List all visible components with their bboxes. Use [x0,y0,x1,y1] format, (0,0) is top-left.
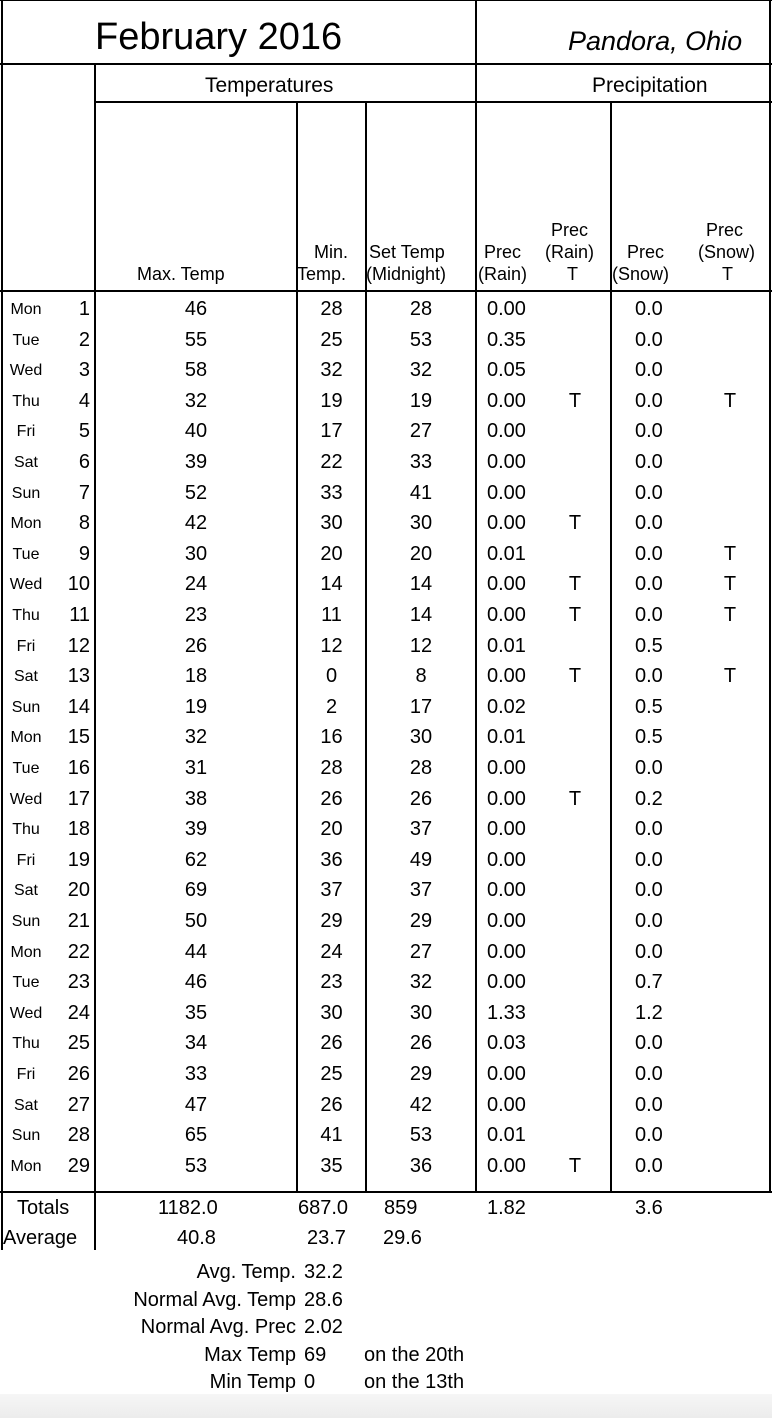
header-prec-snow-t-line1: Prec [706,220,744,240]
header-prec-rain-t-line2: (Rain) [545,242,595,262]
row-16-max-temp: 31 [184,757,208,779]
totals-max: 1182.0 [158,1197,218,1219]
row-6-day: 6 [78,451,90,473]
row-11-prec-snow-trace: T [723,604,737,626]
row-6-min-temp: 22 [320,451,343,473]
row-19-set-temp: 49 [409,848,433,871]
row-27-set-temp: 42 [409,1093,433,1116]
row-5-day: 5 [78,420,90,443]
average-max: 40.8 [177,1227,216,1249]
row-13-set-temp: 8 [415,665,427,688]
row-15-max-temp: 32 [184,726,208,749]
row-20-min-temp: 37 [320,879,343,902]
row-8-prec-rain: 0.00 [487,512,526,535]
row-12-prec-rain: 0.01 [487,634,526,657]
row-28-max-temp: 65 [184,1124,208,1147]
row-15-min-temp: 16 [320,726,343,749]
header-prec-snow-line2: (Snow) [612,264,670,284]
row-29-day: 29 [67,1154,90,1177]
row-5-set-temp: 27 [409,420,433,443]
row-9-set-temp: 20 [409,542,433,565]
row-2-min-temp: 25 [320,328,343,351]
row-13-min-temp: 0 [325,665,338,688]
row-10-prec-snow: 0.0 [635,573,663,596]
row-23-max-temp: 46 [184,971,208,994]
row-24-set-temp: 30 [409,1001,433,1024]
row-14-prec-snow: 0.5 [635,695,663,718]
row-19-prec-rain: 0.00 [487,848,526,871]
row-29-set-temp: 36 [409,1154,433,1177]
row-19-min-temp: 36 [320,848,343,871]
row-28-day: 28 [67,1124,90,1147]
row-21-min-temp: 29 [320,910,343,932]
row-24-day: 24 [67,1001,90,1024]
row-26-min-temp: 25 [320,1063,343,1085]
row-19-weekday: Fri [16,851,36,869]
row-23-min-temp: 23 [320,971,343,994]
row-5-min-temp: 17 [320,420,343,443]
row-25-prec-snow: 0.0 [635,1032,663,1055]
row-5-weekday: Fri [16,423,36,441]
row-11-prec-snow: 0.0 [635,604,663,626]
row-18-set-temp: 37 [409,818,433,841]
row-10-max-temp: 24 [184,573,208,596]
row-1-set-temp: 28 [409,298,433,320]
row-2-prec-snow: 0.0 [635,328,663,351]
header-prec-rain-line2: (Rain) [478,264,528,284]
row-22-set-temp: 27 [409,940,433,963]
row-11-day: 11 [69,604,90,626]
row-6-set-temp: 33 [409,451,433,473]
summary-extra: on the 20th [364,1343,465,1366]
row-10-day: 10 [67,573,90,596]
row-13-max-temp: 18 [184,665,208,688]
summary-value: 32.2 [304,1261,343,1283]
row-13-day: 13 [67,665,90,688]
row-24-min-temp: 30 [320,1001,343,1024]
row-5-prec-rain: 0.00 [487,420,526,443]
row-3-max-temp: 58 [184,359,208,382]
row-20-day: 20 [67,879,90,902]
row-15-weekday: Mon [10,729,42,747]
row-3-prec-snow: 0.0 [635,359,663,382]
row-28-prec-snow: 0.0 [635,1124,663,1147]
row-23-prec-rain: 0.00 [487,971,526,994]
row-1-min-temp: 28 [320,298,343,320]
row-15-prec-snow: 0.5 [635,726,663,749]
header-prec-rain-t-line3: T [567,264,578,284]
row-3-prec-rain: 0.05 [487,359,526,382]
row-28-min-temp: 41 [320,1124,343,1147]
row-3-set-temp: 32 [409,359,433,382]
row-20-weekday: Sat [13,882,38,900]
row-1-day: 1 [78,298,90,320]
row-10-min-temp: 14 [320,573,343,596]
row-6-prec-rain: 0.00 [487,451,526,473]
row-15-set-temp: 30 [409,726,433,749]
row-10-prec-snow-trace: T [723,573,737,596]
row-17-prec-rain-trace: T [568,787,582,810]
row-28-weekday: Sun [11,1127,41,1145]
totals-rain: 1.82 [487,1197,526,1219]
totals-label: Totals [17,1197,70,1219]
row-26-max-temp: 33 [184,1063,208,1085]
row-16-prec-snow: 0.0 [635,757,663,779]
row-17-set-temp: 26 [409,787,433,810]
row-19-day: 19 [67,848,90,871]
bottom-edge [0,1394,772,1418]
row-11-prec-rain-trace: T [568,604,582,626]
row-9-prec-snow-trace: T [723,542,737,565]
row-11-weekday: Thu [12,607,40,624]
row-25-set-temp: 26 [409,1032,433,1055]
summary-label: Avg. Temp. [196,1261,296,1283]
row-6-max-temp: 39 [184,451,208,473]
row-23-prec-snow: 0.7 [635,971,663,994]
row-7-weekday: Sun [11,484,41,502]
row-18-prec-rain: 0.00 [487,818,526,841]
section-precipitation: Precipitation [592,74,708,97]
row-14-prec-rain: 0.02 [487,695,526,718]
row-3-day: 3 [78,359,90,382]
row-27-prec-rain: 0.00 [487,1093,526,1116]
row-9-prec-snow: 0.0 [635,542,663,565]
row-29-prec-snow: 0.0 [635,1154,663,1177]
row-25-weekday: Thu [12,1035,40,1053]
row-13-prec-snow-trace: T [723,665,737,688]
header-min-temp-line2: Temp. [297,264,347,284]
row-7-prec-rain: 0.00 [487,481,526,504]
row-24-prec-rain: 1.33 [487,1001,526,1024]
header-min-temp-line1: Min. [314,242,349,262]
row-23-weekday: Tue [12,974,40,992]
row-7-prec-snow: 0.0 [635,481,663,504]
row-8-prec-snow: 0.0 [635,512,663,535]
row-21-weekday: Sun [11,913,41,930]
row-4-day: 4 [78,389,90,412]
row-27-min-temp: 26 [320,1093,343,1116]
row-11-set-temp: 14 [409,604,433,626]
summary-value: 0 [304,1371,316,1393]
row-21-max-temp: 50 [184,910,208,932]
summary-label: Max Temp [204,1343,296,1366]
row-14-max-temp: 19 [184,695,208,718]
row-15-prec-rain: 0.01 [487,726,526,749]
row-16-weekday: Tue [12,760,40,777]
row-12-max-temp: 26 [184,634,208,657]
row-25-prec-rain: 0.03 [487,1032,526,1055]
row-8-prec-rain-trace: T [568,512,582,535]
row-7-min-temp: 33 [320,481,343,504]
header-max-temp: Max. Temp [137,264,225,284]
row-1-max-temp: 46 [184,298,208,320]
row-25-day: 25 [67,1032,90,1055]
row-9-weekday: Tue [12,545,40,563]
row-12-day: 12 [67,634,90,657]
row-19-prec-snow: 0.0 [635,848,663,871]
row-7-day: 7 [78,481,90,504]
section-temperatures: Temperatures [205,74,334,97]
row-4-prec-snow: 0.0 [635,389,663,412]
row-3-min-temp: 32 [320,359,343,382]
row-13-prec-rain-trace: T [568,665,582,688]
row-4-min-temp: 19 [320,389,343,412]
row-9-min-temp: 20 [320,542,343,565]
average-set: 29.6 [383,1227,422,1249]
row-25-min-temp: 26 [320,1032,343,1055]
row-29-min-temp: 35 [320,1154,343,1177]
row-20-max-temp: 69 [184,879,208,902]
row-27-day: 27 [67,1093,90,1116]
average-label: Average [3,1227,78,1249]
report-title: February 2016 [95,16,343,58]
row-22-prec-rain: 0.00 [487,940,526,963]
row-8-set-temp: 30 [409,512,433,535]
row-2-max-temp: 55 [184,328,208,351]
row-11-prec-rain: 0.00 [487,604,526,626]
row-27-weekday: Sat [13,1096,38,1114]
row-24-prec-snow: 1.2 [635,1001,663,1024]
row-29-prec-rain: 0.00 [487,1154,526,1177]
row-4-prec-snow-trace: T [723,389,737,412]
row-29-max-temp: 53 [184,1154,208,1177]
row-13-prec-rain: 0.00 [487,665,526,688]
row-14-min-temp: 2 [325,695,338,718]
row-22-max-temp: 44 [184,940,208,963]
row-9-day: 9 [78,542,90,565]
row-4-prec-rain: 0.00 [487,389,526,412]
header-prec-snow-t-line3: T [722,264,733,284]
row-12-set-temp: 12 [409,634,433,657]
row-12-min-temp: 12 [320,634,343,657]
row-20-prec-snow: 0.0 [635,879,663,902]
row-16-day: 16 [67,757,90,779]
header-prec-rain-t-line1: Prec [551,220,589,240]
row-1-weekday: Mon [10,301,42,318]
summary-value: 2.02 [304,1316,343,1338]
header-prec-snow-t-line2: (Snow) [698,242,756,262]
row-17-weekday: Wed [9,790,43,808]
row-14-day: 14 [67,695,90,718]
row-18-weekday: Thu [12,821,40,839]
row-20-set-temp: 37 [409,879,433,902]
row-10-set-temp: 14 [409,573,433,596]
row-9-max-temp: 30 [184,542,208,565]
row-5-max-temp: 40 [184,420,208,443]
row-26-set-temp: 29 [409,1063,433,1085]
row-12-weekday: Fri [16,637,36,655]
row-21-prec-rain: 0.00 [487,910,526,932]
row-2-set-temp: 53 [409,328,433,351]
row-21-prec-snow: 0.0 [635,910,663,932]
row-16-set-temp: 28 [409,757,433,779]
row-18-prec-snow: 0.0 [635,818,663,841]
row-22-min-temp: 24 [320,940,343,963]
row-18-min-temp: 20 [320,818,343,841]
row-18-max-temp: 39 [184,818,208,841]
totals-set: 859 [384,1197,418,1219]
row-7-max-temp: 52 [184,481,208,504]
row-4-set-temp: 19 [409,389,433,412]
row-2-prec-rain: 0.35 [487,328,526,351]
totals-min: 687.0 [298,1197,349,1219]
row-16-prec-rain: 0.00 [487,757,526,779]
row-18-day: 18 [67,818,90,841]
row-22-day: 22 [67,940,90,963]
row-29-weekday: Mon [10,1157,42,1175]
row-8-day: 8 [78,512,90,535]
row-17-day: 17 [67,787,90,810]
row-10-prec-rain-trace: T [568,573,582,596]
row-2-weekday: Tue [12,331,40,349]
average-min: 23.7 [307,1227,346,1249]
row-14-weekday: Sun [11,698,41,716]
summary-label: Min Temp [209,1371,296,1393]
row-9-prec-rain: 0.01 [487,542,526,565]
header-set-temp-line2: (Midnight) [366,264,447,284]
summary-value: 69 [304,1343,327,1366]
row-3-weekday: Wed [9,362,43,380]
row-13-weekday: Sat [13,668,38,686]
row-26-weekday: Fri [16,1066,36,1083]
summary-extra: on the 13th [364,1371,465,1393]
row-6-prec-snow: 0.0 [635,451,663,473]
row-28-prec-rain: 0.01 [487,1124,526,1147]
row-17-prec-rain: 0.00 [487,787,526,810]
row-4-weekday: Thu [12,392,40,410]
row-25-max-temp: 34 [184,1032,208,1055]
row-5-prec-snow: 0.0 [635,420,663,443]
row-2-day: 2 [78,328,90,351]
row-26-prec-rain: 0.00 [487,1063,526,1085]
row-14-set-temp: 17 [409,695,433,718]
row-8-max-temp: 42 [184,512,208,535]
row-8-weekday: Mon [10,515,42,533]
row-21-day: 21 [67,910,90,932]
row-21-set-temp: 29 [409,910,433,932]
report-location: Pandora, Ohio [568,26,743,56]
row-11-max-temp: 23 [184,604,208,626]
row-11-min-temp: 11 [321,604,342,626]
totals-snow: 3.6 [635,1197,663,1219]
row-22-weekday: Mon [10,943,42,961]
row-8-min-temp: 30 [320,512,343,535]
summary-label: Normal Avg. Temp [133,1288,296,1311]
row-27-max-temp: 47 [184,1093,208,1116]
row-19-max-temp: 62 [184,848,208,871]
row-16-min-temp: 28 [320,757,343,779]
row-6-weekday: Sat [13,454,38,471]
summary-label: Normal Avg. Prec [140,1316,296,1338]
row-1-prec-rain: 0.00 [487,298,526,320]
row-4-max-temp: 32 [184,389,208,412]
row-10-weekday: Wed [9,576,43,594]
row-7-set-temp: 41 [409,481,433,504]
row-10-prec-rain: 0.00 [487,573,526,596]
row-4-prec-rain-trace: T [568,389,582,412]
row-27-prec-snow: 0.0 [635,1093,663,1116]
row-28-set-temp: 53 [409,1124,433,1147]
row-12-prec-snow: 0.5 [635,634,663,657]
row-15-day: 15 [67,726,90,749]
row-23-set-temp: 32 [409,971,433,994]
row-1-prec-snow: 0.0 [635,298,663,320]
row-24-max-temp: 35 [184,1001,208,1024]
row-17-max-temp: 38 [184,787,208,810]
header-set-temp-line1: Set Temp [369,242,445,262]
row-24-weekday: Wed [9,1004,43,1022]
row-20-prec-rain: 0.00 [487,879,526,902]
row-29-prec-rain-trace: T [568,1154,582,1177]
header-prec-snow-line1: Prec [627,242,665,262]
row-26-day: 26 [67,1063,90,1085]
summary-value: 28.6 [304,1288,343,1311]
row-17-min-temp: 26 [320,787,343,810]
row-22-prec-snow: 0.0 [635,940,663,963]
row-23-day: 23 [67,971,90,994]
row-26-prec-snow: 0.0 [635,1063,663,1085]
row-17-prec-snow: 0.2 [635,787,663,810]
header-prec-rain-line1: Prec [484,242,522,262]
row-13-prec-snow: 0.0 [635,665,663,688]
